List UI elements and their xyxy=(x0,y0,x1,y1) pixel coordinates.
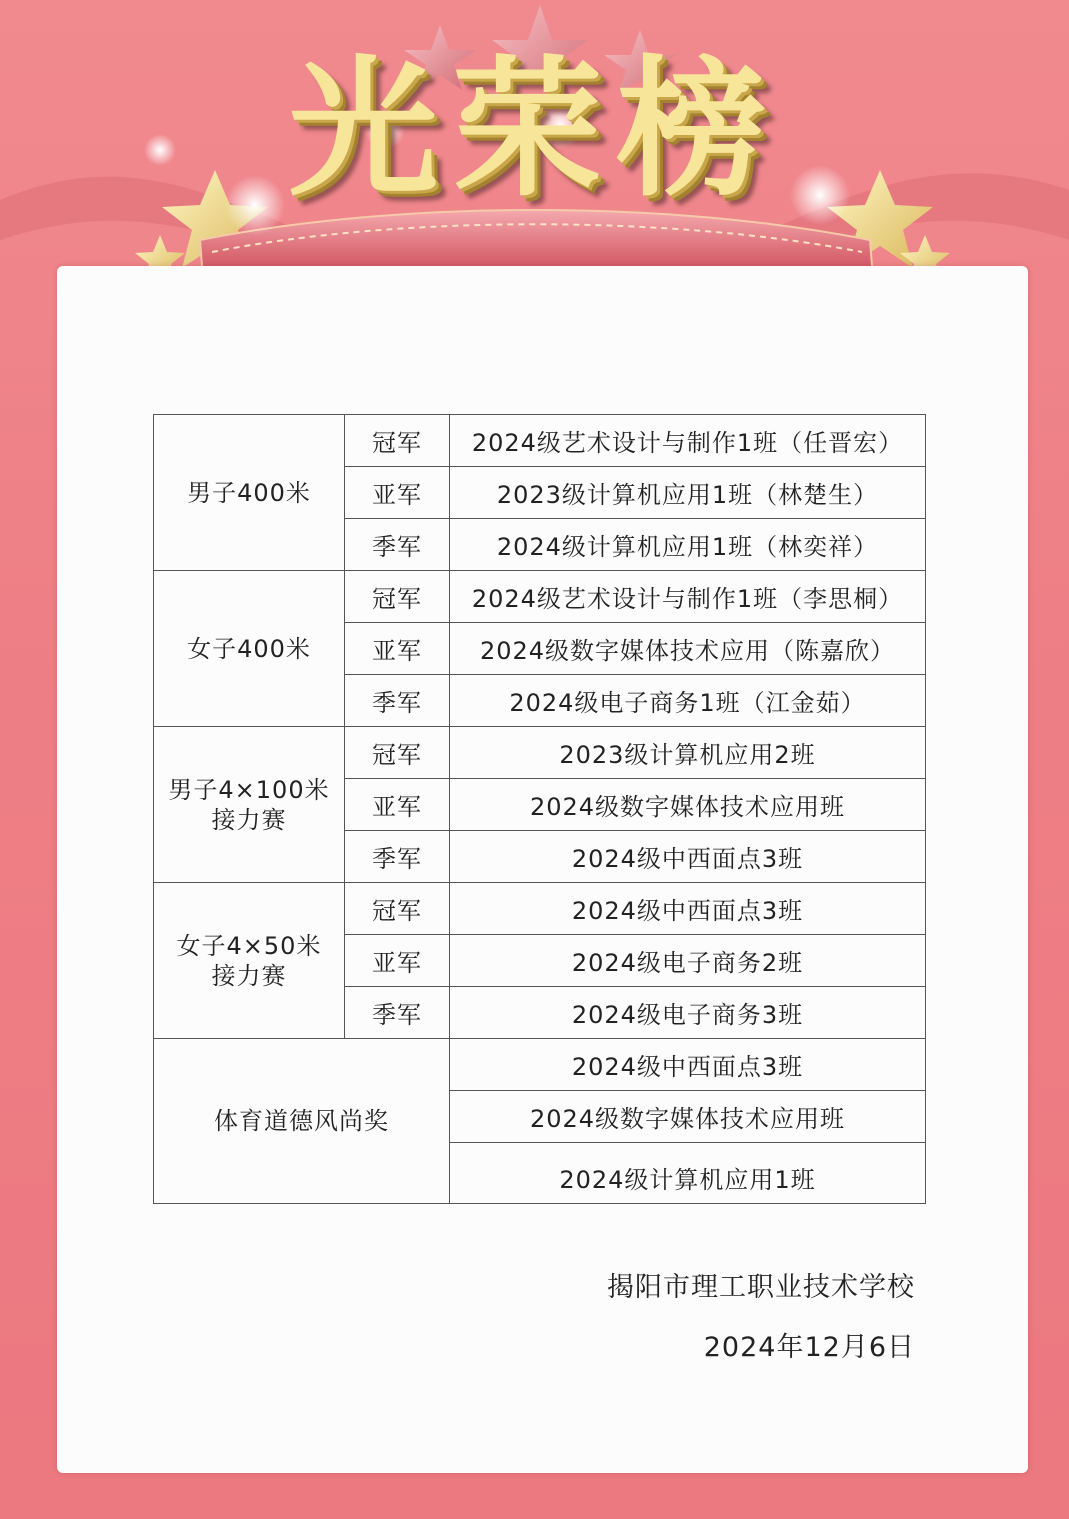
team-cell: 2024级计算机应用1班 xyxy=(450,1143,926,1204)
team-cell: 2024级电子商务1班（江金茹） xyxy=(450,675,926,727)
team-cell: 2024级数字媒体技术应用（陈嘉欣） xyxy=(450,623,926,675)
table-row xyxy=(154,1039,926,1091)
award-category-cell: 体育道德风尚奖 xyxy=(154,1039,450,1204)
category-line: 接力赛 xyxy=(211,805,287,834)
team-cell: 2024级中西面点3班 xyxy=(450,1039,926,1091)
team-cell: 2024级数字媒体技术应用班 xyxy=(450,779,926,831)
category-line: 男子4×100米 xyxy=(168,775,330,804)
category-cell xyxy=(154,727,345,883)
table-row xyxy=(154,571,926,623)
category-line: 接力赛 xyxy=(211,961,287,990)
table-row xyxy=(154,415,926,467)
rank-cell: 亚军 xyxy=(345,467,450,519)
rank-cell: 冠军 xyxy=(345,727,450,779)
team-cell: 2024级计算机应用1班（林奕祥） xyxy=(450,519,926,571)
school-name: 揭阳市理工职业技术学校 xyxy=(607,1272,915,1303)
rank-cell: 冠军 xyxy=(345,415,450,467)
honor-table xyxy=(153,414,926,1204)
team-cell: 2024级数字媒体技术应用班 xyxy=(450,1091,926,1143)
team-cell: 2024级中西面点3班 xyxy=(450,883,926,935)
rank-cell: 亚军 xyxy=(345,623,450,675)
table-row xyxy=(154,883,926,935)
rank-cell: 亚军 xyxy=(345,779,450,831)
team-cell: 2024级电子商务2班 xyxy=(450,935,926,987)
category-cell: 女子400米 xyxy=(154,571,345,727)
rank-cell: 冠军 xyxy=(345,571,450,623)
category-cell: 男子400米 xyxy=(154,415,345,571)
issue-date: 2024年12月6日 xyxy=(703,1332,915,1363)
rank-cell: 季军 xyxy=(345,519,450,571)
category-cell xyxy=(154,883,345,1039)
poster-title: 光荣榜 xyxy=(288,43,781,217)
rank-cell: 季军 xyxy=(345,831,450,883)
team-cell: 2024级中西面点3班 xyxy=(450,831,926,883)
team-cell: 2023级计算机应用2班 xyxy=(450,727,926,779)
category-line: 女子4×50米 xyxy=(176,931,322,960)
team-cell: 2024级艺术设计与制作1班（任晋宏） xyxy=(450,415,926,467)
team-cell: 2024级电子商务3班 xyxy=(450,987,926,1039)
rank-cell: 冠军 xyxy=(345,883,450,935)
rank-cell: 季军 xyxy=(345,987,450,1039)
team-cell: 2024级艺术设计与制作1班（李思桐） xyxy=(450,571,926,623)
team-cell: 2023级计算机应用1班（林楚生） xyxy=(450,467,926,519)
table-row xyxy=(154,727,926,779)
rank-cell: 亚军 xyxy=(345,935,450,987)
rank-cell: 季军 xyxy=(345,675,450,727)
